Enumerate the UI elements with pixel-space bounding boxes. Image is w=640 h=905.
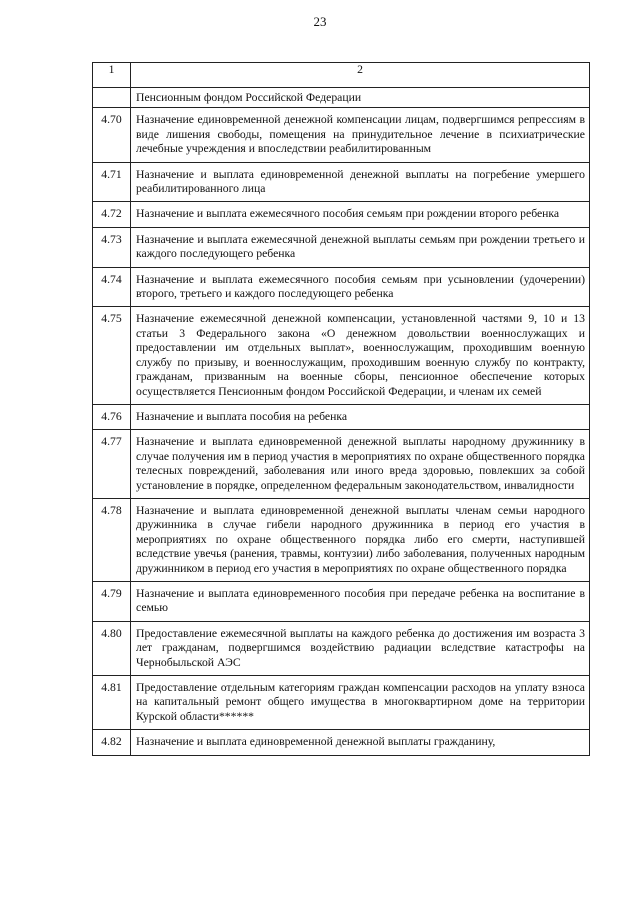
item-number: 4.74 — [93, 267, 131, 307]
table-row — [93, 498, 590, 581]
services-table — [92, 62, 590, 756]
table-row — [93, 307, 590, 404]
item-number: 4.81 — [93, 676, 131, 730]
item-description: Пенсионным фондом Российской Федерации — [131, 88, 590, 108]
item-description: Предоставление отдельным категориям граждан компенсации расходов на уплату взноса на капитальный ремонт общего имущества в многоквартирном доме на территории Курской области****** — [131, 676, 590, 730]
item-description: Назначение единовременной денежной компенсации лицам, подвергшимся репрессиям в виде лишения свободы, помещения на принудительное лечение в психиатрические лечебные учреждения и впоследствии реабилитированным — [131, 108, 590, 162]
page-number: 23 — [313, 14, 327, 29]
item-number: 4.73 — [93, 227, 131, 267]
item-number: 4.77 — [93, 430, 131, 499]
item-description: Назначение и выплата пособия на ребенка — [131, 404, 590, 429]
item-description: Назначение и выплата единовременной денежной выплаты на погребение умершего реабилитированного лица — [131, 162, 590, 202]
item-description: Назначение и выплата ежемесячного пособия семьям при рождении второго ребенка — [131, 202, 590, 227]
item-number: 4.80 — [93, 621, 131, 675]
header-col-2: 2 — [131, 63, 590, 88]
item-number: 4.72 — [93, 202, 131, 227]
item-description: Назначение и выплата единовременной денежной выплаты членам семьи народного дружинника в случае гибели народного дружинника в период его участия в мероприятиях по охране общественного порядка либо его смерти, наступившей вследствие увечья (ранения, травмы, контузии) либо заболевания, полученных народным дружинником в период его участия в мероприятиях по охране общественного порядка — [131, 498, 590, 581]
item-description: Назначение и выплата единовременной денежной выплаты народному дружиннику в случае получения им в период участия в мероприятиях по охране общественного порядка телесных повреждений, заболевания или иного вреда здоровью, повлекших за собой установление в порядке, определенном федеральным законодательством, инвалидности — [131, 430, 590, 499]
item-number: 4.82 — [93, 730, 131, 755]
item-number: 4.79 — [93, 581, 131, 621]
table-row — [93, 730, 590, 755]
item-number: 4.76 — [93, 404, 131, 429]
table-row — [93, 430, 590, 499]
item-description: Назначение ежемесячной денежной компенсации, установленной частями 9, 10 и 13 статьи 3 Федерального закона «О денежном довольствии военнослужащих и предоставлении им отдельных выплат», военнослужащим, проходившим военную службу по призыву, и военнослужащим, проходившим военную службу по контракту, гражданам, призванным на военные сборы, пенсионное обеспечение которых осуществляется Пенсионным фондом Российской Федерации, и членам их семей — [131, 307, 590, 404]
table-row — [93, 227, 590, 267]
table-row — [93, 267, 590, 307]
table-row — [93, 162, 590, 202]
item-number: 4.71 — [93, 162, 131, 202]
item-number: 4.78 — [93, 498, 131, 581]
item-description: Назначение и выплата ежемесячной денежной выплаты семьям при рождении третьего и каждого последующего ребенка — [131, 227, 590, 267]
header-col-1: 1 — [93, 63, 131, 88]
table-row — [93, 621, 590, 675]
item-description: Назначение и выплата единовременной денежной выплаты гражданину, — [131, 730, 590, 755]
table-row — [93, 108, 590, 162]
table-row — [93, 404, 590, 429]
item-number: 4.70 — [93, 108, 131, 162]
table-header-row — [93, 63, 590, 88]
table-row — [93, 88, 590, 108]
item-description: Предоставление ежемесячной выплаты на каждого ребенка до достижения им возраста 3 лет гражданам, подвергшимся воздействию радиации вследствие катастрофы на Чернобыльской АЭС — [131, 621, 590, 675]
item-number: 4.75 — [93, 307, 131, 404]
table-row — [93, 581, 590, 621]
item-number — [93, 88, 131, 108]
item-description: Назначение и выплата ежемесячного пособия семьям при усыновлении (удочерении) второго, третьего и каждого последующего ребенка — [131, 267, 590, 307]
table-row — [93, 202, 590, 227]
table-row — [93, 676, 590, 730]
item-description: Назначение и выплата единовременного пособия при передаче ребенка на воспитание в семью — [131, 581, 590, 621]
